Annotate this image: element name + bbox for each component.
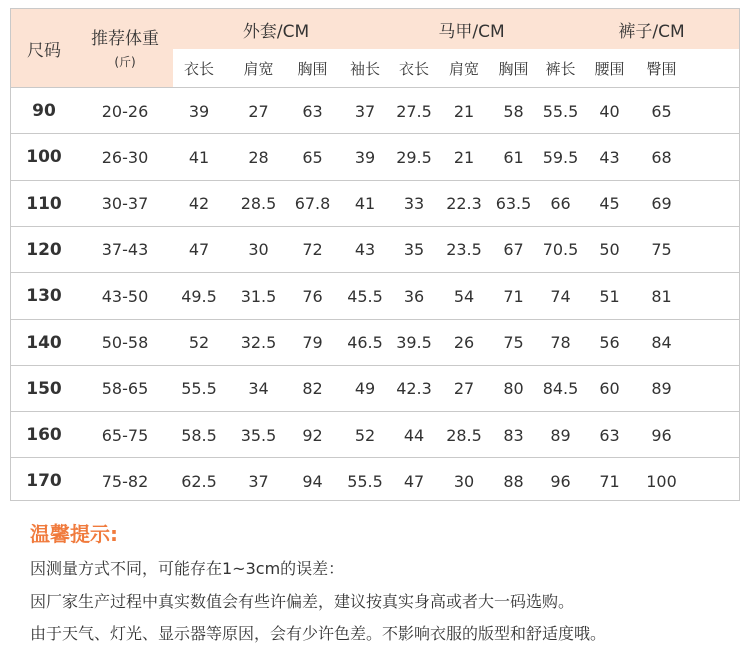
measurement-cell: 67.8	[294, 194, 331, 214]
measurement-cell: 94	[302, 471, 323, 491]
size-cell: 130	[26, 286, 62, 307]
tip-line: 由于天气、灯光、显示器等原因，会有少许色差。不影响衣服的版型和舒适度哦。	[30, 624, 607, 643]
measurement-cell: 33	[403, 194, 425, 214]
measurement-cell: 51	[599, 286, 620, 306]
measurement-cell: 66	[550, 194, 571, 214]
measurement-cell: 37	[248, 471, 269, 491]
measurement-cell: 41	[354, 194, 376, 214]
measurement-cell: 96	[550, 471, 571, 491]
weight-cell: 43-50	[101, 286, 149, 306]
subcolumn-header-jacket-shoulder: 肩宽	[243, 59, 274, 78]
measurement-cell: 35	[403, 240, 425, 260]
measurement-cell: 79	[302, 333, 323, 352]
measurement-cell: 40	[599, 101, 620, 121]
size-cell: 110	[26, 193, 62, 214]
measurement-cell: 84.5	[542, 379, 579, 399]
measurement-cell: 63	[302, 101, 323, 121]
measurement-cell: 61	[503, 147, 524, 167]
group-header-vest: 马甲/CM	[438, 21, 505, 42]
measurement-cell: 45	[599, 194, 620, 214]
weight-cell: 20-26	[101, 101, 149, 121]
size-cell: 90	[32, 101, 56, 121]
weight-cell: 50-58	[101, 333, 149, 352]
size-cell: 120	[26, 239, 62, 260]
size-cell: 160	[26, 425, 62, 446]
tip-line: 因测量方式不同，可能存在1~3cm的误差：	[30, 559, 345, 578]
weight-cell: 58-65	[101, 379, 149, 399]
measurement-cell: 31.5	[240, 286, 277, 306]
measurement-cell: 81	[651, 286, 672, 306]
table-header	[11, 9, 739, 87]
measurement-cell: 55.5	[542, 101, 579, 121]
measurement-cell: 96	[651, 425, 672, 445]
measurement-cell: 22.3	[446, 194, 482, 214]
weight-cell: 26-30	[101, 147, 149, 167]
measurement-cell: 76	[302, 286, 323, 306]
measurement-cell: 23.5	[446, 240, 482, 260]
measurement-cell: 43	[354, 240, 376, 260]
table-row	[11, 365, 739, 412]
subcolumn-header-pants-waist: 腰围	[594, 59, 625, 78]
size-chart-table	[10, 8, 740, 501]
table-row	[11, 411, 739, 458]
measurement-cell: 50	[599, 240, 620, 260]
table-row	[11, 226, 739, 273]
table-row	[11, 133, 739, 180]
size-cell: 170	[26, 471, 62, 492]
table-row	[11, 272, 739, 319]
tips-title: 温馨提示:	[30, 522, 118, 546]
measurement-cell: 67	[503, 240, 524, 260]
measurement-cell: 39	[188, 101, 210, 121]
measurement-cell: 49	[354, 379, 376, 399]
measurement-cell: 52	[188, 333, 210, 352]
measurement-cell: 56	[599, 333, 620, 352]
group-header-pants: 裤子/CM	[618, 21, 685, 42]
measurement-cell: 80	[503, 379, 524, 399]
measurement-cell: 65	[302, 147, 323, 167]
measurement-cell: 71	[503, 286, 524, 306]
measurement-cell: 92	[302, 425, 323, 445]
size-cell: 150	[26, 378, 62, 399]
measurement-cell: 59.5	[542, 147, 579, 167]
measurement-cell: 35.5	[240, 425, 277, 445]
measurement-cell: 44	[403, 425, 425, 445]
measurement-cell: 34	[248, 379, 269, 399]
weight-cell: 37-43	[101, 240, 149, 260]
measurement-cell: 32.5	[240, 333, 277, 352]
measurement-cell: 43	[599, 147, 620, 167]
weight-unit: (斤)	[114, 54, 136, 69]
measurement-cell: 21	[453, 147, 475, 167]
measurement-cell: 27	[248, 101, 269, 121]
measurement-cell: 84	[651, 333, 672, 352]
measurement-cell: 69	[651, 194, 672, 214]
measurement-cell: 71	[599, 471, 620, 491]
measurement-cell: 29.5	[396, 147, 432, 167]
size-cell: 100	[26, 147, 62, 168]
measurement-cell: 41	[188, 147, 210, 167]
measurement-cell: 46.5	[347, 333, 383, 352]
subcolumn-header-pants-length: 裤长	[545, 59, 576, 78]
measurement-cell: 75	[651, 240, 672, 260]
measurement-cell: 47	[403, 471, 425, 491]
measurement-cell: 27.5	[396, 101, 432, 121]
size-header: 尺码	[27, 40, 61, 61]
measurement-cell: 65	[651, 101, 672, 121]
measurement-cell: 21	[453, 101, 475, 121]
measurement-cell: 63.5	[495, 194, 532, 214]
measurement-cell: 30	[453, 471, 475, 491]
measurement-cell: 39.5	[396, 333, 432, 352]
measurement-cell: 36	[403, 286, 425, 306]
measurement-cell: 42.3	[396, 379, 432, 399]
measurement-cell: 37	[354, 101, 376, 121]
measurement-cell: 28	[248, 147, 269, 167]
measurement-cell: 54	[453, 286, 475, 306]
measurement-cell: 72	[302, 240, 323, 260]
measurement-cell: 89	[651, 379, 672, 399]
measurement-cell: 58.5	[181, 425, 217, 445]
weight-cell: 30-37	[101, 194, 149, 214]
measurement-cell: 62.5	[181, 471, 217, 491]
size-cell: 140	[26, 332, 62, 353]
subcolumn-header-pants-hip: 臀围	[646, 59, 677, 78]
table-row	[11, 87, 739, 134]
subcolumn-header-vest-length: 衣长	[398, 59, 429, 78]
measurement-cell: 89	[550, 425, 571, 445]
subcolumn-header-jacket-length: 衣长	[183, 59, 214, 78]
weight-cell: 75-82	[101, 471, 149, 491]
measurement-cell: 39	[354, 147, 376, 167]
measurement-cell: 75	[503, 333, 524, 352]
measurement-cell: 58	[503, 101, 524, 121]
measurement-cell: 63	[599, 425, 620, 445]
measurement-cell: 30	[248, 240, 269, 260]
measurement-cell: 78	[550, 333, 571, 352]
measurement-cell: 88	[503, 471, 524, 491]
tip-line: 因厂家生产过程中真实数值会有些许偏差，建议按真实身高或者大一码选购。	[30, 592, 575, 611]
measurement-cell: 74	[550, 286, 571, 306]
measurement-cell: 68	[651, 147, 672, 167]
measurement-cell: 52	[354, 425, 376, 445]
subcolumn-header-vest-chest: 胸围	[498, 59, 529, 78]
measurement-cell: 27	[453, 379, 475, 399]
measurement-cell: 42	[188, 194, 210, 214]
measurement-cell: 100	[646, 471, 677, 491]
weight-cell: 65-75	[101, 425, 149, 445]
measurement-cell: 28.5	[446, 425, 482, 445]
subcolumn-header-row	[173, 49, 739, 87]
weight-header: 推荐体重	[91, 28, 159, 49]
measurement-cell: 60	[599, 379, 620, 399]
subcolumn-header-vest-shoulder: 肩宽	[448, 59, 479, 78]
measurement-cell: 26	[453, 333, 475, 352]
subcolumn-header-jacket-sleeve: 袖长	[349, 59, 380, 78]
table-row	[11, 180, 739, 227]
measurement-cell: 55.5	[181, 379, 217, 399]
table-row	[11, 319, 739, 366]
measurement-cell: 83	[503, 425, 524, 445]
measurement-cell: 47	[188, 240, 210, 260]
measurement-cell: 55.5	[347, 471, 383, 491]
table-row	[11, 457, 739, 504]
measurement-cell: 82	[302, 379, 323, 399]
subcolumn-header-jacket-chest: 胸围	[297, 59, 328, 78]
measurement-cell: 28.5	[240, 194, 277, 214]
group-header-jacket: 外套/CM	[242, 21, 310, 42]
measurement-cell: 49.5	[181, 286, 217, 306]
measurement-cell: 70.5	[542, 240, 579, 260]
measurement-cell: 45.5	[347, 286, 383, 306]
